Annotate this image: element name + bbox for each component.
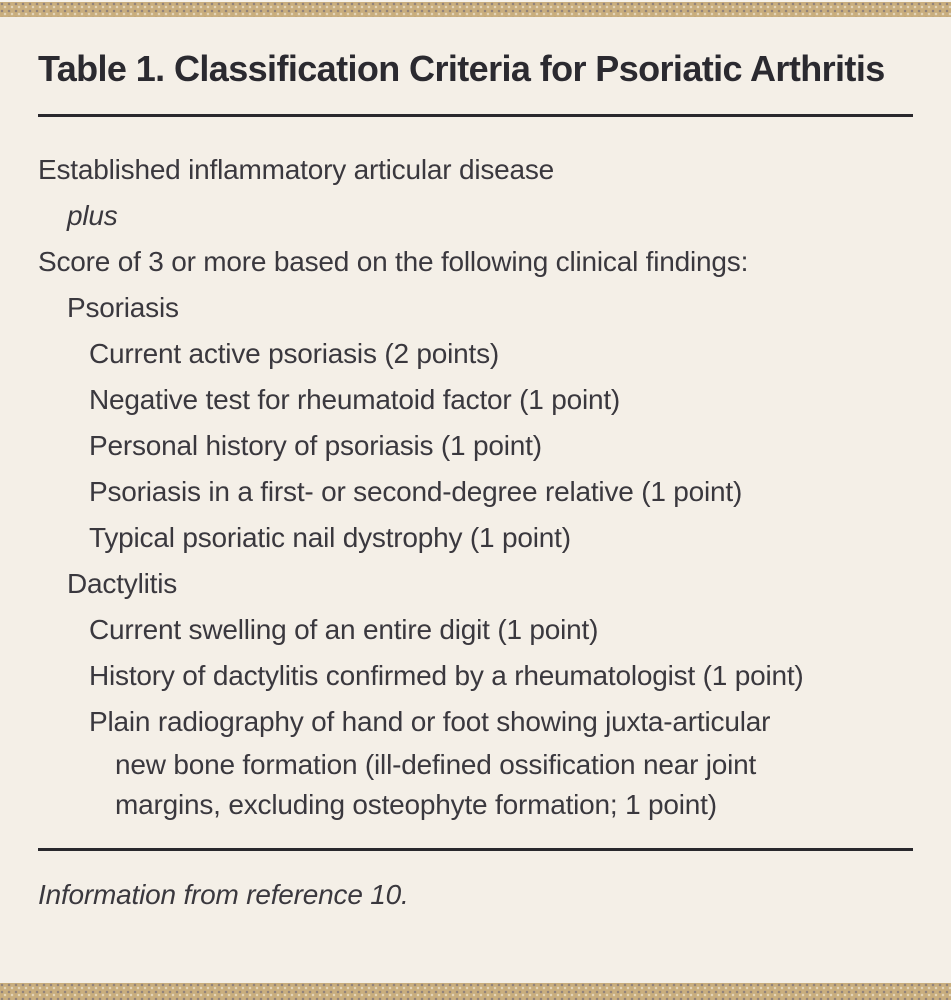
source-note: Information from reference 10. <box>38 879 409 910</box>
criteria-line: History of dactylitis confirmed by a rheumatologist (1 point) <box>89 660 804 691</box>
criteria-line: Typical psoriatic nail dystrophy (1 point) <box>89 522 571 553</box>
top-border-band <box>0 2 951 17</box>
divider-top <box>38 114 913 117</box>
plus-connector: plus <box>67 200 118 231</box>
divider-bottom <box>38 848 913 851</box>
criteria-line: Negative test for rheumatoid factor (1 point) <box>89 384 621 415</box>
criteria-line-wrap: new bone formation (ill-defined ossification near joint <box>115 749 757 780</box>
criteria-line: Established inflammatory articular disease <box>38 154 555 185</box>
criteria-group-psoriasis: Psoriasis <box>67 292 179 323</box>
criteria-line: Personal history of psoriasis (1 point) <box>89 430 542 461</box>
criteria-line-wrap: margins, excluding osteophyte formation; 1 point) <box>115 789 717 820</box>
table-title: Table 1. Classification Criteria for Psoriatic Arthritis <box>38 48 885 89</box>
criteria-line: Score of 3 or more based on the following clinical findings: <box>38 246 749 277</box>
criteria-line: Current swelling of an entire digit (1 point) <box>89 614 599 645</box>
criteria-line: Plain radiography of hand or foot showing juxta-articular <box>89 706 771 737</box>
bottom-border-band <box>0 983 951 1000</box>
criteria-list <box>38 147 913 825</box>
table-content <box>38 17 913 915</box>
criteria-group-dactylitis: Dactylitis <box>67 568 178 599</box>
criteria-line: Psoriasis in a first- or second-degree relative (1 point) <box>89 476 743 507</box>
criteria-line: Current active psoriasis (2 points) <box>89 338 500 369</box>
